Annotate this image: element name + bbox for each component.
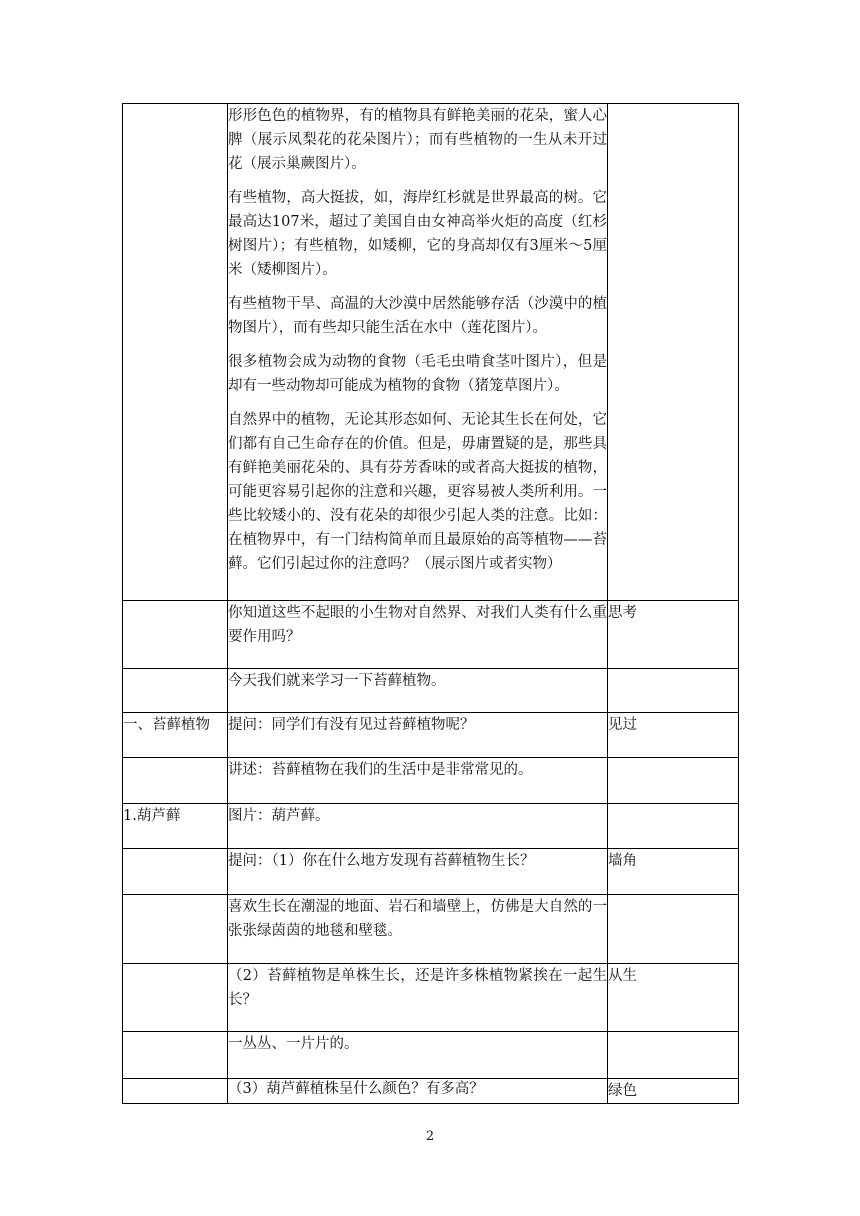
- table-row: [123, 964, 739, 1032]
- table-row: [123, 713, 739, 758]
- table-row: [123, 804, 739, 849]
- content-cell: [228, 804, 608, 849]
- content-paragraph: 图片：葫芦藓。: [228, 808, 330, 824]
- content-cell: [228, 104, 608, 601]
- table-row: [123, 1032, 739, 1079]
- section-cell: [123, 964, 228, 1032]
- student-activity-cell: [608, 104, 739, 601]
- table-row: [123, 758, 739, 804]
- content-paragraph: 喜欢生长在潮湿的地面、岩石和墙壁上，仿佛是大自然的一张张绿茵茵的地毯和壁毯。: [228, 899, 607, 939]
- table-row: [123, 601, 739, 669]
- content-cell: [228, 895, 608, 964]
- section-cell: [123, 758, 228, 804]
- lesson-table: [122, 103, 739, 1104]
- section-cell: [123, 1032, 228, 1079]
- content-cell: [228, 601, 608, 669]
- content-paragraph: 提问：同学们有没有见过苔藓植物呢？: [228, 717, 475, 733]
- section-cell: [123, 849, 228, 895]
- section-cell: [123, 895, 228, 964]
- page-number: 2: [425, 1129, 435, 1144]
- table-row: [123, 849, 739, 895]
- content-cell: [228, 1032, 608, 1079]
- student-activity-cell: [608, 895, 739, 964]
- content-paragraph: （2）苔藓植物是单株生长，还是许多株植物紧挨在一起生长？: [228, 968, 607, 1008]
- content-paragraph: 自然界中的植物，无论其形态如何、无论其生长在何处，它们都有自己生命存在的价值。但是，毋庸置疑的是，那些具有鲜艳美丽花朵的、具有芬芳香味的或者高大挺拔的植物，可能更容易引起你的注意和兴趣，更容易被人类所利用。一些比较矮小的、没有花朵的却很少引起人类的注意。比如：在植物界中，有一门结构简单而且最原始的高等植物——苔藓。它们引起过你的注意吗？（展示图片或者实物）: [228, 412, 607, 572]
- table-row: [123, 669, 739, 713]
- content-paragraph: 提问：（1）你在什么地方发现有苔藓植物生长？: [228, 853, 535, 869]
- student-activity-cell: [608, 758, 739, 804]
- content-paragraph: 有些植物干旱、高温的大沙漠中居然能够存活（沙漠中的植物图片），而有些却只能生活在水中（莲花图片）。: [228, 296, 607, 336]
- content-cell: [228, 669, 608, 713]
- content-paragraph: （3）葫芦藓植株呈什么颜色？有多高？: [228, 1081, 484, 1097]
- section-cell: 1.葫芦藓: [123, 804, 228, 849]
- student-activity-cell: [608, 1032, 739, 1079]
- section-cell: [123, 104, 228, 601]
- student-activity-cell: [608, 669, 739, 713]
- content-cell: [228, 758, 608, 804]
- section-cell: [123, 601, 228, 669]
- content-paragraph: 你知道这些不起眼的小生物对自然界、对我们人类有什么重要作用吗？: [228, 605, 607, 645]
- content-paragraph: 有些植物，高大挺拔，如，海岸红杉就是世界最高的树。它最高达107米，超过了美国自由女神高举火炬的高度（红杉树图片）；有些植物，如矮柳，它的身高却仅有3厘米～5厘米（矮柳图片）。: [228, 190, 607, 278]
- student-activity-cell: 见过: [608, 713, 739, 758]
- content-paragraph: 形形色色的植物界，有的植物具有鲜艳美丽的花朵，蜜人心脾（展示凤梨花的花朵图片）；而有些植物的一生从未开过花（展示巢蕨图片）。: [228, 108, 607, 172]
- student-activity-cell: 绿色: [608, 1079, 739, 1104]
- section-cell: [123, 1079, 228, 1104]
- content-paragraph: 很多植物会成为动物的食物（毛毛虫啃食茎叶图片），但是却有一些动物却可能成为植物的食物（猪笼草图片）。: [228, 354, 607, 394]
- student-activity-cell: 墙角: [608, 849, 739, 895]
- student-activity-cell: 思考: [608, 601, 739, 669]
- table-row: [123, 1079, 739, 1104]
- content-cell: [228, 964, 608, 1032]
- section-cell: [123, 669, 228, 713]
- section-cell: 一、苔藓植物: [123, 713, 228, 758]
- table-row: [123, 895, 739, 964]
- content-cell: [228, 713, 608, 758]
- content-cell: [228, 1079, 608, 1104]
- content-cell: [228, 849, 608, 895]
- student-activity-cell: [608, 804, 739, 849]
- content-paragraph: 一丛丛、一片片的。: [228, 1036, 359, 1052]
- student-activity-cell: 从生: [608, 964, 739, 1032]
- content-paragraph: 讲述：苔藓植物在我们的生活中是非常常见的。: [228, 762, 533, 778]
- table-row: [123, 104, 739, 601]
- content-paragraph: 今天我们就来学习一下苔藓植物。: [228, 673, 446, 689]
